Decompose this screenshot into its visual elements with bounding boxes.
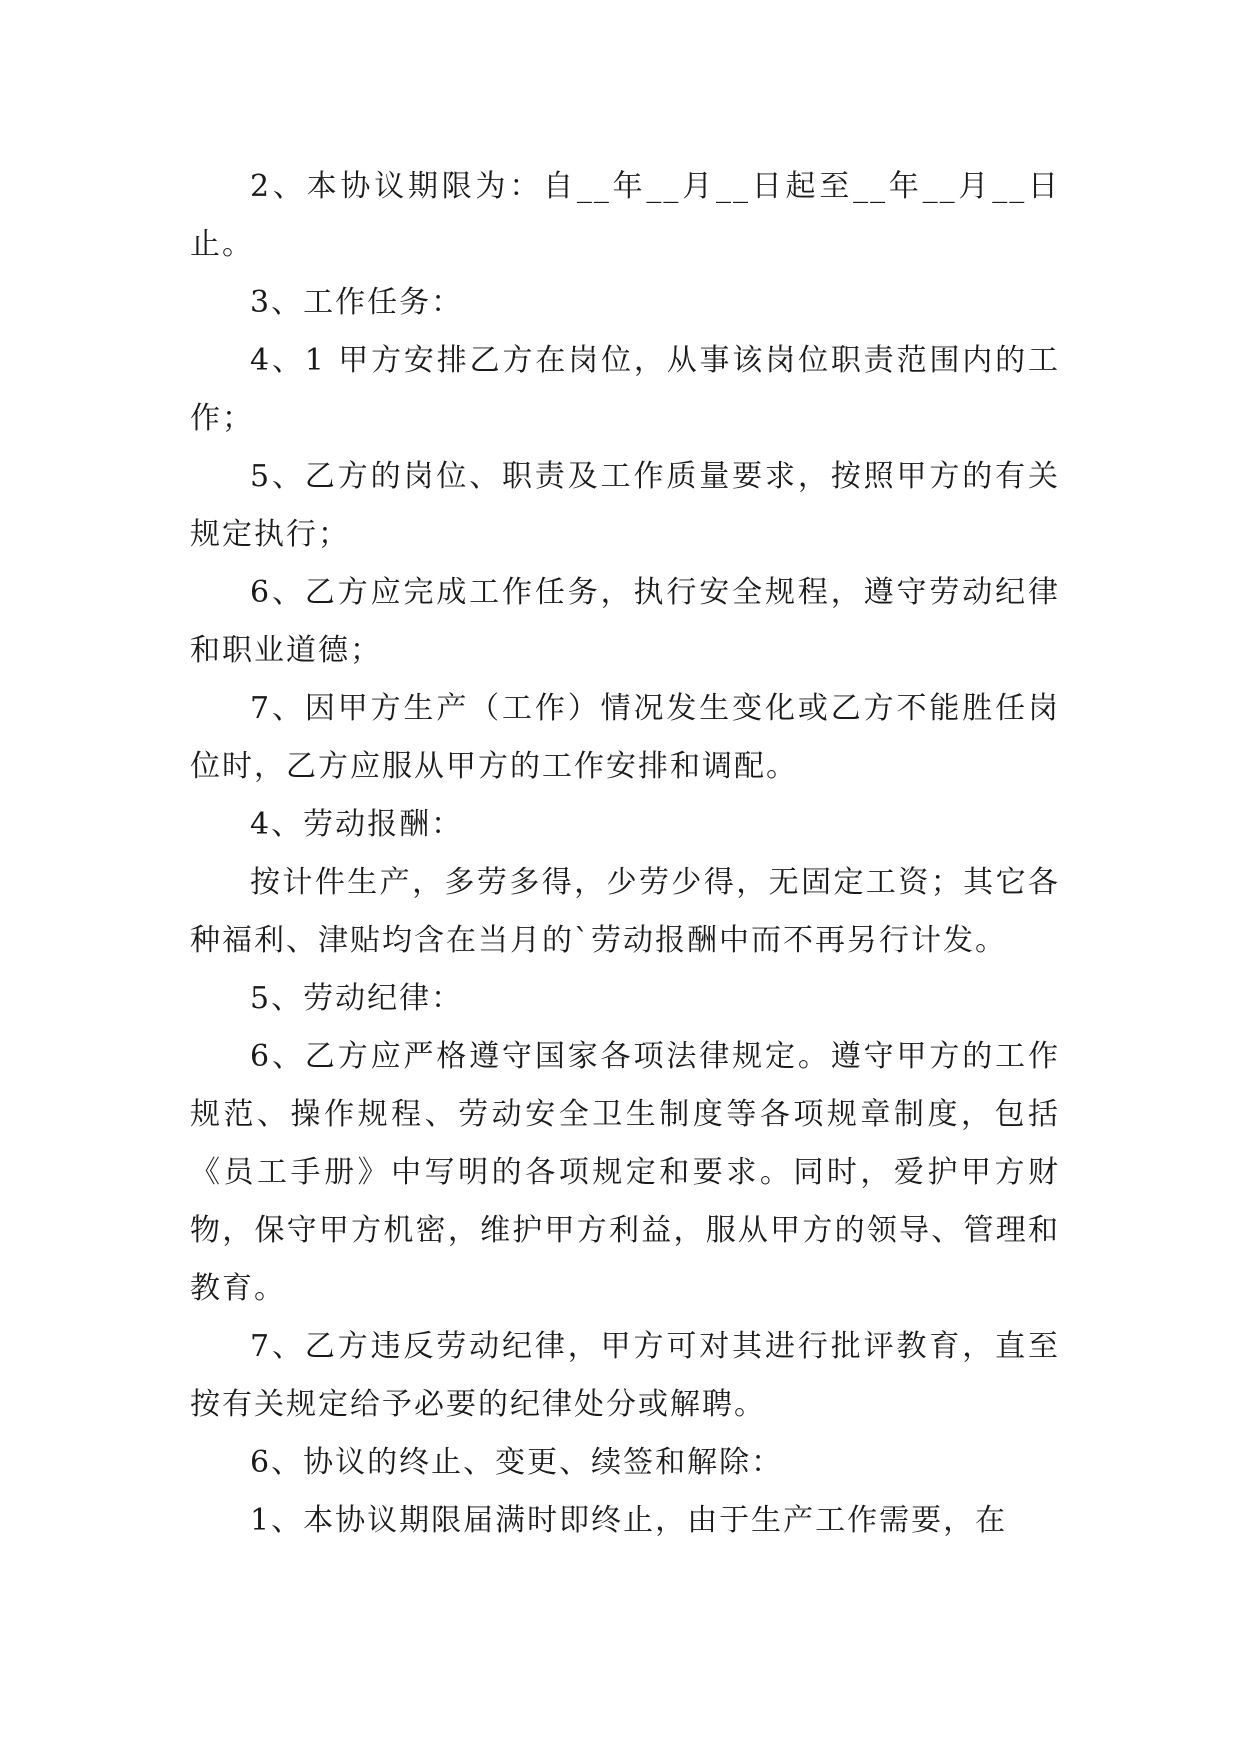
paragraph-work-tasks-heading: 3、工作任务： (250, 285, 464, 320)
paragraph-compliance: 6、乙方应严格遵守国家各项法律规定。遵守甲方的工作规范、操作规程、劳动安全卫生制度等各项规章制度，包括《员工手册》中写明的各项规定和要求。同时，爱护甲方财物，保守甲方机密，维护甲方利益，服从甲方的领导、管理和教育。 (190, 1039, 1060, 1306)
paragraph-piecework-pay: 按计件生产，多劳多得，少劳少得，无固定工资；其它各种福利、津贴均含在当月的`劳动报酬中而不再另行计发。 (190, 865, 1060, 958)
paragraph-reassignment: 7、因甲方生产（工作）情况发生变化或乙方不能胜任岗位时，乙方应服从甲方的工作安排和调配。 (190, 691, 1060, 784)
paragraph-termination-heading: 6、协议的终止、变更、续签和解除： (250, 1445, 784, 1480)
document-body (190, 158, 1060, 1550)
paragraph-safety-rules: 6、乙方应完成工作任务，执行安全规程，遵守劳动纪律和职业道德； (190, 575, 1060, 668)
paragraph-discipline-heading: 5、劳动纪律： (250, 981, 464, 1016)
paragraph-position-assignment: 4、1 甲方安排乙方在岗位，从事该岗位职责范围内的工作； (190, 343, 1060, 436)
paragraph-term: 2、本协议期限为：自__年__月__日起至__年__月__日止。 (190, 169, 1060, 262)
paragraph-violations: 7、乙方违反劳动纪律，甲方可对其进行批评教育，直至按有关规定给予必要的纪律处分或解聘。 (190, 1329, 1060, 1422)
paragraph-remuneration-heading: 4、劳动报酬： (250, 807, 464, 842)
paragraph-expiry: 1、本协议期限届满时即终止，由于生产工作需要，在 (250, 1503, 1008, 1538)
paragraph-duties: 5、乙方的岗位、职责及工作质量要求，按照甲方的有关规定执行； (190, 459, 1060, 552)
